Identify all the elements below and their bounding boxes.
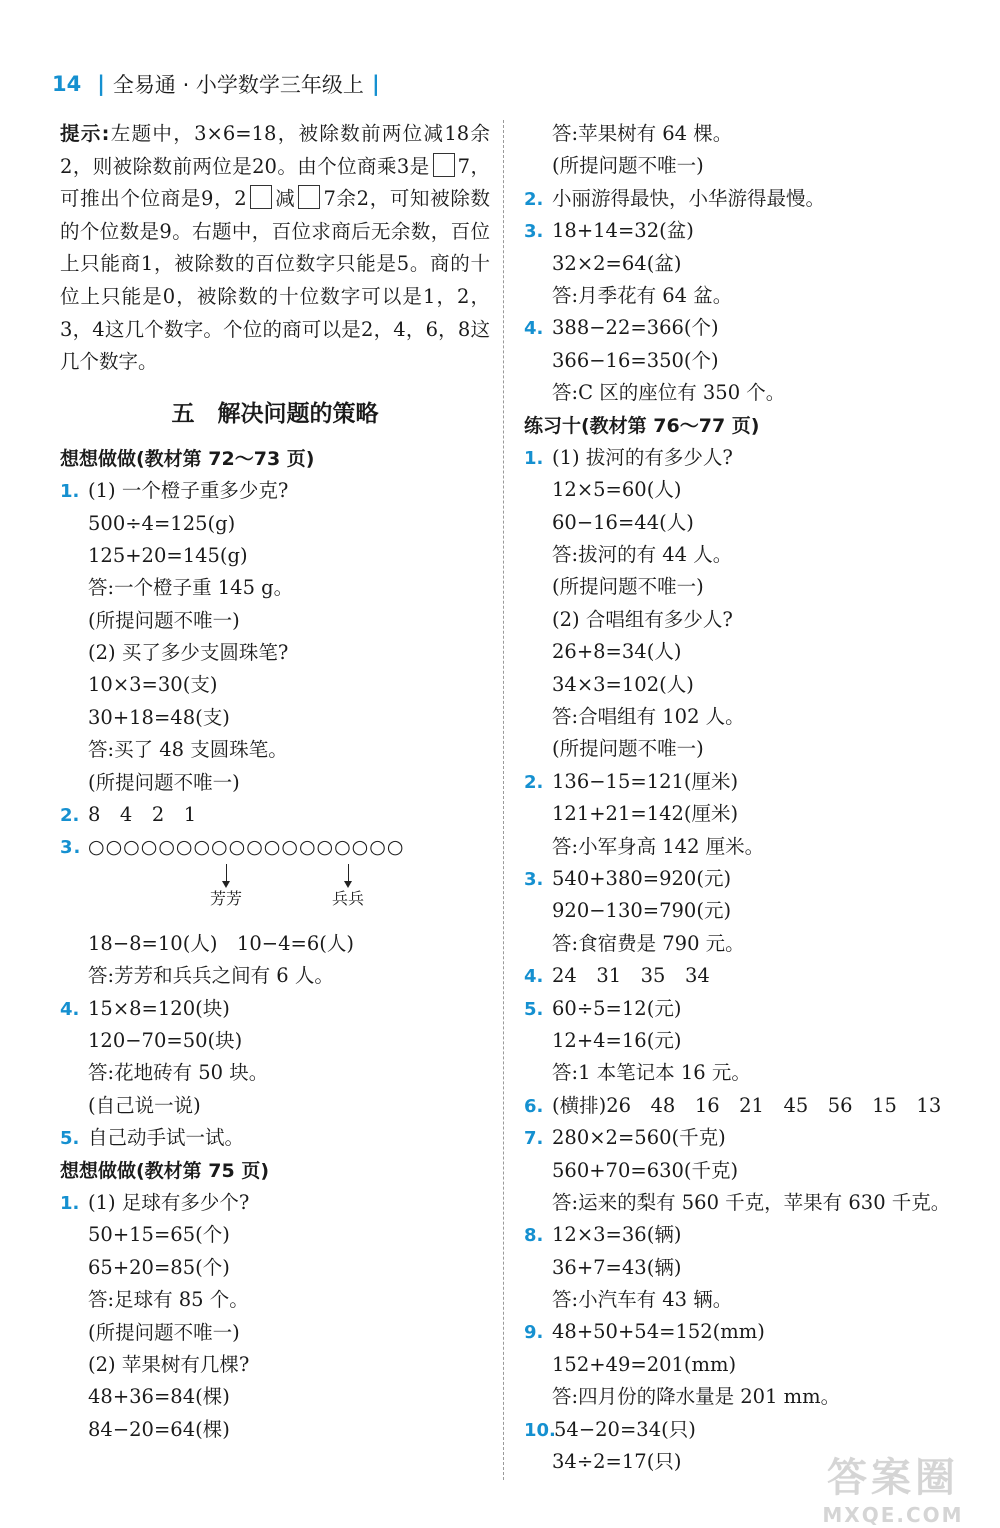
hint-label: 提示: (60, 122, 110, 145)
answer-line: 152+49=201(mm) (552, 1352, 737, 1376)
answer-line: (所提问题不唯一) (88, 770, 240, 794)
answer-line: 26+8=34(人) (552, 640, 682, 664)
hint-paragraph: 提示:左题中，3×6=18，被除数前两位减18余2，则被除数前两位是20。由个位商乘3是 7，可推出个位商是9，2 减 7余2，可知被除数的个位数是9。右题中，百位求商后无余数，百位上只能商1，被除数的百位数字只能是5。商的十位上只能是0，被除数的十位数字可以是1，2，3，4这几个数字。个位的商可以是2，4，6，8这几个数字。 (60, 122, 490, 374)
answer-line: 5. 60÷5=12(元) (524, 996, 682, 1020)
answer-line: (2) 苹果树有几棵? (88, 1352, 250, 1376)
answer-line: (所提问题不唯一) (88, 1320, 240, 1344)
answer-line: 920−130=790(元) (552, 899, 732, 923)
answer-line: 34÷2=17(只) (552, 1450, 682, 1474)
section-heading: 想想做做(教材第 72～73 页) (60, 447, 315, 470)
circle-row: ○○○○○○○○○○○○○○○○○○ (88, 836, 405, 859)
arrow-down-icon (348, 864, 349, 886)
answer-line: 36+7=43(辆) (552, 1255, 682, 1279)
answer-line: 4. 388−22=366(个) (524, 316, 719, 340)
answer-line: 500÷4=125(g) (88, 511, 236, 535)
answer-line: 答:足球有 85 个。 (88, 1288, 249, 1312)
answer-line: 答:食宿费是 790 元。 (552, 931, 745, 955)
answer-line: (所提问题不唯一) (552, 154, 704, 178)
answer-line: 121+21=142(厘米) (552, 802, 739, 826)
arrow-down-icon (226, 864, 227, 886)
answer-line: 答:C 区的座位有 350 个。 (552, 381, 786, 405)
answer-line: 50+15=65(个) (88, 1223, 230, 1247)
answer-line: 125+20=145(g) (88, 543, 248, 567)
answer-line: 48+36=84(棵) (88, 1385, 230, 1409)
section-heading: 练习十(教材第 76～77 页) (524, 414, 760, 437)
answer-line: (所提问题不唯一) (552, 737, 704, 761)
right-column (524, 118, 974, 1478)
answer-line: 12×5=60(人) (552, 478, 682, 502)
answer-line: (所提问题不唯一) (88, 608, 240, 632)
answer-line: 答:合唱组有 102 人。 (552, 705, 745, 729)
answer-line: 7. 280×2=560(千克) (524, 1126, 726, 1150)
answer-line: (所提问题不唯一) (552, 575, 704, 599)
answer-line: 3. 18+14=32(盆) (524, 219, 694, 243)
chapter-title: 五 解决问题的策略 (171, 400, 379, 427)
answer-line: 3. 540+380=920(元) (524, 866, 732, 890)
page-header (52, 66, 388, 102)
answer-line: 3. ○○○○○○○○○○○○○○○○○○ (60, 836, 405, 859)
answer-line: 答:四月份的降水量是 201 mm。 (552, 1385, 841, 1409)
answer-line: 30+18=48(支) (88, 705, 230, 729)
answer-line: 答:小汽车有 43 辆。 (552, 1288, 733, 1312)
answer-line: 1. (1) 一个橙子重多少克? (60, 479, 289, 503)
answer-line: 8. 12×3=36(辆) (524, 1223, 682, 1247)
answer-line: 2. 8 4 2 1 (60, 803, 197, 827)
answer-line: 答:花地砖有 50 块。 (88, 1061, 269, 1085)
answer-line: (自己说一说) (88, 1093, 201, 1117)
blank-box (250, 185, 272, 209)
page-number: 14 (52, 72, 82, 96)
arrow-label: 兵兵 (332, 864, 364, 909)
answer-line: 12+4=16(元) (552, 1028, 682, 1052)
watermark-logo: 答案圈 MXQE.COM (822, 1455, 964, 1527)
answer-line: 2. 小丽游得最快，小华游得最慢。 (524, 186, 826, 210)
answer-line: 答:运来的梨有 560 千克，苹果有 630 千克。 (552, 1190, 951, 1214)
answer-line: 4. 15×8=120(块) (60, 996, 230, 1020)
answer-line: 6. (横排)26 48 16 21 45 56 15 13 (524, 1093, 942, 1117)
answer-line: 4. 24 31 35 34 (524, 964, 710, 988)
answer-line: 答:小军身高 142 厘米。 (552, 834, 765, 858)
blank-box (298, 185, 320, 209)
answer-line: 560+70=630(千克) (552, 1158, 739, 1182)
answer-line: 1. (1) 拔河的有多少人? (524, 445, 733, 469)
answer-line: 18−8=10(人) 10−4=6(人) (88, 931, 354, 955)
column-divider (503, 120, 504, 1480)
book-title: 全易通 · 小学数学三年级上 (112, 73, 364, 97)
answer-line: 答:月季花有 64 盆。 (552, 283, 733, 307)
answer-line: 1. (1) 足球有多少个? (60, 1190, 250, 1214)
answer-line: 答:芳芳和兵兵之间有 6 人。 (88, 964, 334, 988)
arrow-diagram (60, 864, 490, 928)
left-column (60, 118, 490, 1446)
answer-line: 2. 136−15=121(厘米) (524, 769, 739, 793)
answer-line: 120−70=50(块) (88, 1029, 243, 1052)
answer-line: 答:1 本笔记本 16 元。 (552, 1061, 751, 1085)
answer-line: 10.54−20=34(只) (524, 1417, 696, 1441)
answer-line: 65+20=85(个) (88, 1255, 230, 1279)
answer-line: 答:一个橙子重 145 g。 (88, 576, 294, 600)
answer-line: 366−16=350(个) (552, 348, 719, 372)
answer-line: 34×3=102(人) (552, 672, 694, 696)
answer-line: 60−16=44(人) (552, 510, 694, 534)
answer-line: 10×3=30(支) (88, 673, 218, 697)
answer-line: (2) 买了多少支圆珠笔? (88, 641, 289, 665)
blank-box (433, 153, 455, 177)
header-separator: | (97, 72, 105, 96)
answer-line: 84−20=64(棵) (88, 1417, 230, 1441)
answer-line: 32×2=64(盆) (552, 251, 682, 275)
section-heading: 想想做做(教材第 75 页) (60, 1159, 270, 1182)
answer-line: 答:苹果树有 64 棵。 (552, 122, 733, 145)
answer-line: 答:拔河的有 44 人。 (552, 543, 733, 567)
answer-line: 答:买了 48 支圆珠笔。 (88, 738, 288, 762)
arrow-label: 芳芳 (210, 864, 242, 909)
header-separator-end: | (371, 72, 380, 96)
answer-line: 9. 48+50+54=152(mm) (524, 1320, 765, 1344)
answer-line: (2) 合唱组有多少人? (552, 607, 733, 631)
answer-line: 5. 自己动手试一试。 (60, 1126, 245, 1150)
